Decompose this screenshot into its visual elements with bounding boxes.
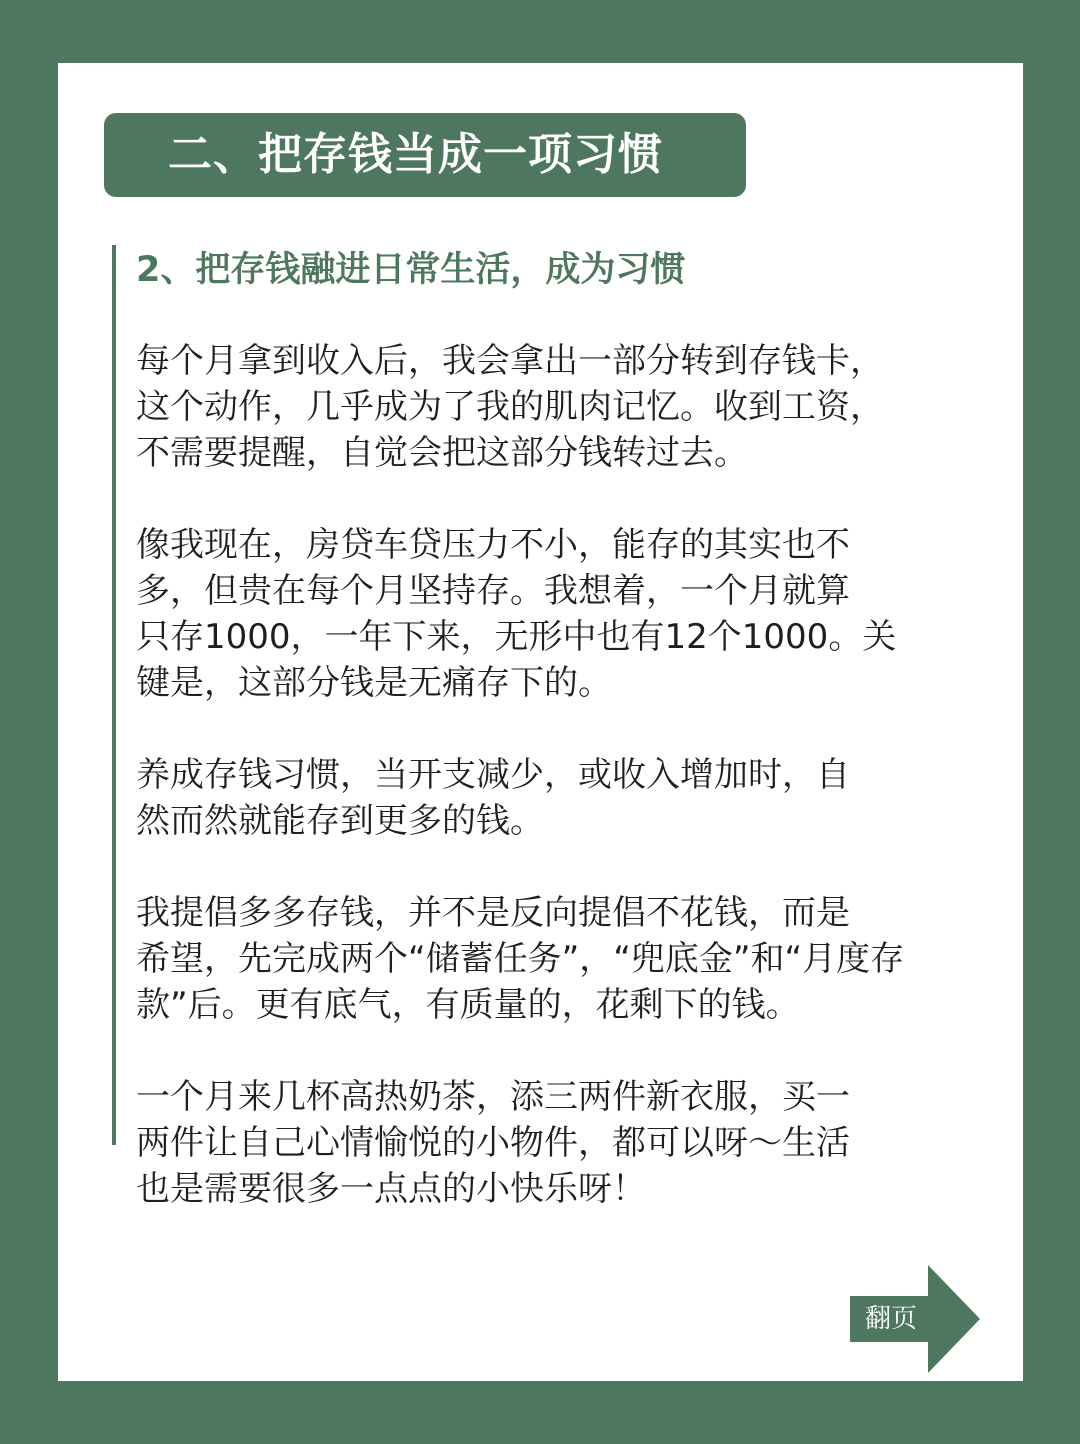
- paragraph-3: [136, 752, 976, 844]
- paragraph-4: [136, 890, 976, 1028]
- section-accent-bar: [112, 245, 116, 1145]
- paragraph-line: 一个月来几杯高热奶茶，添三两件新衣服，买一: [136, 1077, 850, 1117]
- paragraph-line: 希望，先完成两个“储蓄任务”，“兜底金”和“月度存: [136, 939, 905, 979]
- paragraph-line: 不需要提醒，自觉会把这部分钱转过去。: [136, 433, 748, 473]
- next-page-button[interactable]: [850, 1265, 982, 1373]
- next-page-label: 翻页: [864, 1304, 917, 1334]
- paragraph-1: [136, 338, 976, 476]
- content-card: [58, 63, 1023, 1381]
- paragraph-line: 这个动作，几乎成为了我的肌肉记忆。收到工资，: [136, 387, 884, 427]
- paragraph-line: 然而然就能存到更多的钱。: [136, 801, 544, 841]
- paragraph-5: [136, 1074, 976, 1212]
- paragraph-line: 多，但贵在每个月坚持存。我想着，一个月就算: [136, 571, 850, 611]
- paragraph-line: 我提倡多多存钱，并不是反向提倡不花钱，而是: [136, 893, 850, 933]
- section-subheading: 2、把存钱融进日常生活，成为习惯: [136, 250, 686, 290]
- paragraph-line: 两件让自己心情愉悦的小物件，都可以呀～生活: [136, 1123, 850, 1163]
- paragraph-line: 养成存钱习惯，当开支减少，或收入增加时，自: [136, 755, 850, 795]
- paragraph-line: 款”后。更有底气，有质量的，花剩下的钱。: [136, 985, 800, 1025]
- paragraph-line: 像我现在，房贷车贷压力不小，能存的其实也不: [136, 525, 850, 565]
- paragraph-line: 只存1000，一年下来，无形中也有12个1000。关: [136, 617, 897, 657]
- paragraph-line: 每个月拿到收入后，我会拿出一部分转到存钱卡，: [136, 341, 884, 381]
- page-title: 二、把存钱当成一项习惯: [104, 113, 746, 197]
- paragraph-2: [136, 522, 976, 706]
- paragraph-line: 键是，这部分钱是无痛存下的。: [136, 663, 612, 703]
- paragraph-line: 也是需要很多一点点的小快乐呀！: [136, 1169, 646, 1209]
